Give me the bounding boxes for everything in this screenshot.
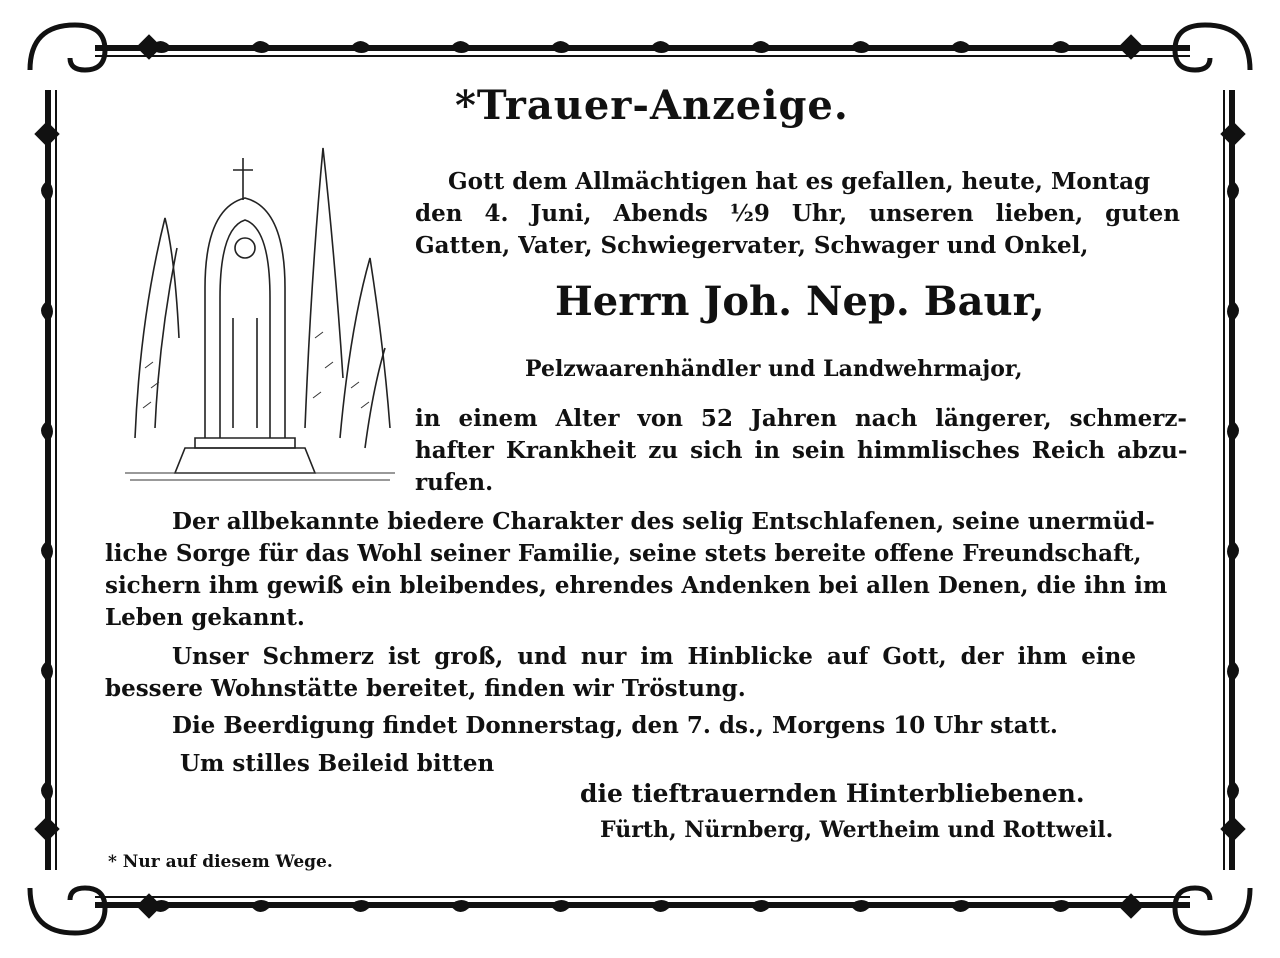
age-line-1: in einem Alter von 52 Jahren nach längerer, schmerz- <box>415 405 1187 432</box>
notice-title: *Trauer-Anzeige. <box>455 82 849 129</box>
age-line-3: rufen. <box>415 469 494 496</box>
footnote: * Nur auf diesem Wege. <box>108 852 333 872</box>
character-line-3: sichern ihm gewiß ein bleibendes, ehrendes Andenken bei allen Denen, die ihn im <box>105 572 1168 599</box>
age-line-2: hafter Krankheit zu sich in sein himmlisches Reich abzu- <box>415 437 1188 464</box>
character-line-4: Leben gekannt. <box>105 604 305 631</box>
intro-line-2: den 4. Juni, Abends ½9 Uhr, unseren lieben, guten <box>415 200 1180 227</box>
signature: die tieftrauernden Hinterbliebenen. <box>580 779 1085 808</box>
places: Fürth, Nürnberg, Wertheim und Rottweil. <box>600 817 1114 843</box>
character-line-1: Der allbekannte biedere Charakter des selig Entschlafenen, seine unermüd- <box>172 508 1155 535</box>
funeral-line: Die Beerdigung findet Donnerstag, den 7. ds., Morgens 10 Uhr statt. <box>172 712 1058 739</box>
intro-line-1: Gott dem Allmächtigen hat es gefallen, heute, Montag <box>448 168 1151 195</box>
grief-line-2: bessere Wohnstätte bereitet, finden wir Tröstung. <box>105 675 746 702</box>
deceased-profession: Pelzwaarenhändler und Landwehrmajor, <box>525 356 1023 382</box>
intro-line-3: Gatten, Vater, Schwiegervater, Schwager und Onkel, <box>415 232 1089 259</box>
character-line-2: liche Sorge für das Wohl seiner Familie, seine stets bereite offene Freundschaft, <box>105 540 1142 567</box>
condolence-line: Um stilles Beileid bitten <box>180 750 495 777</box>
grief-line-1: Unser Schmerz ist groß, und nur im Hinblicke auf Gott, der ihm eine <box>172 643 1136 670</box>
deceased-name: Herrn Joh. Nep. Baur, <box>555 278 1045 325</box>
